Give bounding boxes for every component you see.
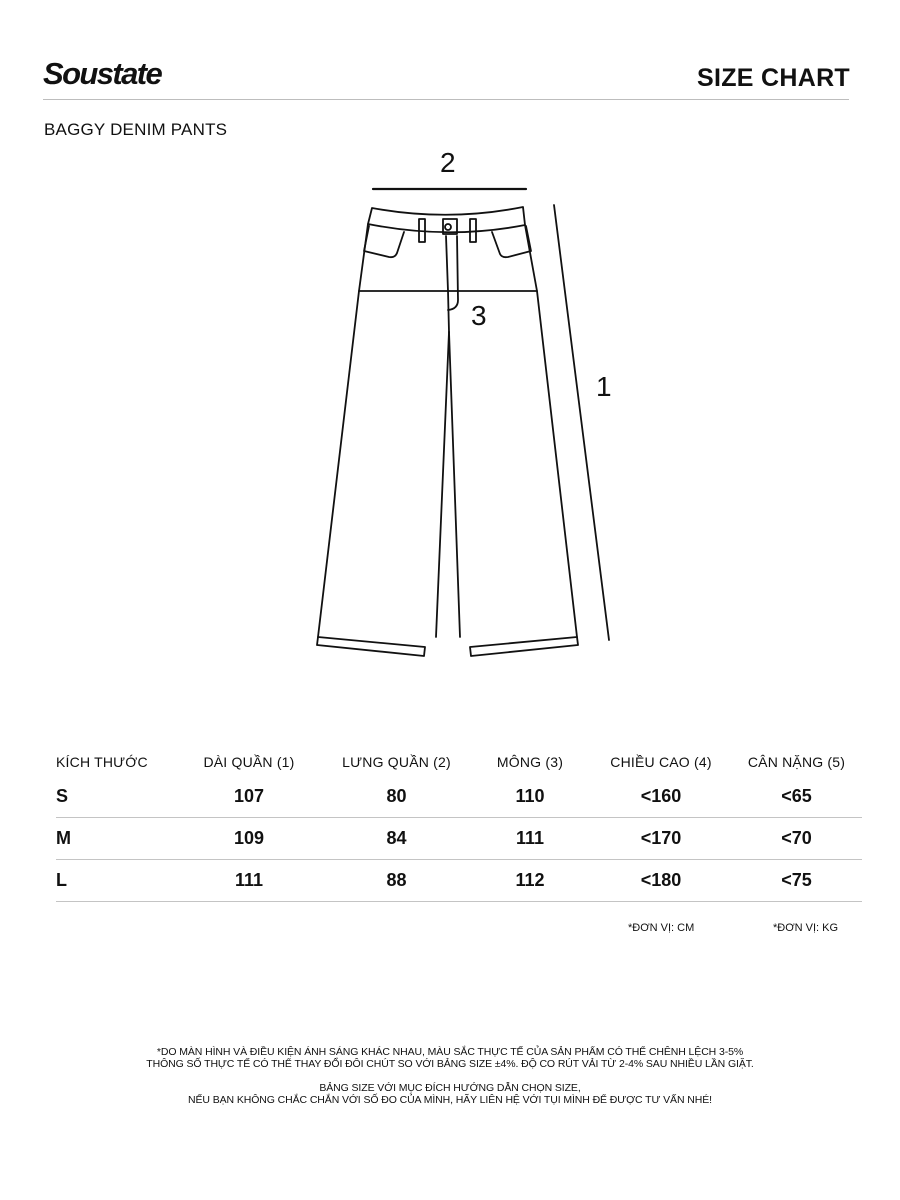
disclaimer-contact [0, 1082, 900, 1106]
hem-left [317, 637, 425, 656]
hem-right [470, 637, 578, 656]
table-row [56, 860, 862, 902]
cell-hip: 110 [469, 776, 591, 818]
outer-seam-right [525, 225, 577, 637]
length-dimension-line [554, 205, 609, 640]
fly-center [446, 236, 449, 332]
column-header-height: CHIỀU CAO (4) [610, 754, 712, 770]
unit-note-kg: *ĐƠN VỊ: KG [773, 922, 839, 934]
pants-outline [317, 207, 578, 656]
unit-note-cm: *ĐƠN VỊ: CM [628, 922, 695, 934]
cell-hip: 112 [469, 860, 591, 902]
cell-size: L [56, 860, 174, 902]
column-header-size: KÍCH THƯỚC [56, 754, 148, 770]
table-header-row [56, 748, 862, 776]
brand-logo: Soustate [43, 56, 162, 91]
cell-size: M [56, 818, 174, 860]
column-header-weight: CÂN NẶNG (5) [747, 754, 846, 770]
product-name: BAGGY DENIM PANTS [44, 120, 228, 139]
cell-length: 111 [174, 860, 324, 902]
cell-weight: <65 [731, 776, 862, 818]
belt-loop-right [470, 219, 476, 242]
size-table [56, 748, 862, 902]
waist-label: 2 [440, 147, 456, 178]
column-header-length: DÀI QUẦN (1) [203, 754, 295, 770]
table-row [56, 818, 862, 860]
outer-seam-left [318, 224, 368, 637]
disclaimer-line: NẾU BẠN KHÔNG CHẮC CHẮN VỚI SỐ ĐO CỦA MÌNH, HÃY LIÊN HỆ VỚI TỤI MÌNH ĐỂ ĐƯỢC TƯ VẤN NHÉ! [188, 1094, 712, 1106]
disclaimer-line: *DO MÀN HÌNH VÀ ĐIỀU KIỆN ÁNH SÁNG KHÁC NHAU, MÀU SẮC THỰC TẾ CỦA SẢN PHẨM CÓ THỂ CHÊNH LỆCH 3-5% [156, 1046, 744, 1058]
page-title: SIZE CHART [697, 64, 850, 92]
button [445, 224, 451, 230]
cell-length: 109 [174, 818, 324, 860]
hip-label: 3 [471, 300, 487, 331]
column-header-waist: LƯNG QUẦN (2) [342, 754, 451, 770]
inseam-right [449, 332, 460, 637]
cell-waist: 88 [324, 860, 469, 902]
column-header-hip: MÔNG (3) [496, 754, 564, 770]
pants-measurement-diagram [0, 140, 900, 680]
length-label: 1 [596, 371, 612, 402]
cell-weight: <70 [731, 818, 862, 860]
cell-weight: <75 [731, 860, 862, 902]
cell-height: <170 [591, 818, 731, 860]
table-row [56, 776, 862, 818]
inseam-left [436, 332, 449, 637]
cell-hip: 111 [469, 818, 591, 860]
pocket-left [364, 226, 404, 257]
cell-height: <160 [591, 776, 731, 818]
cell-waist: 80 [324, 776, 469, 818]
disclaimer-line: BẢNG SIZE VỚI MỤC ĐÍCH HƯỚNG DẪN CHỌN SIZE, [319, 1082, 581, 1094]
header-divider [43, 99, 849, 100]
disclaimer-line: THÔNG SỐ THỰC TẾ CÓ THỂ THAY ĐỔI ĐÔI CHÚT SO VỚI BẢNG SIZE ±4%. ĐỘ CO RÚT VẢI TỪ 2-4% SAU NHIỀU LẦN GIẶT. [146, 1058, 754, 1070]
cell-length: 107 [174, 776, 324, 818]
cell-waist: 84 [324, 818, 469, 860]
cell-height: <180 [591, 860, 731, 902]
cell-size: S [56, 776, 174, 818]
fly-stitch [448, 236, 458, 310]
disclaimer-color-tolerance [0, 1046, 900, 1070]
